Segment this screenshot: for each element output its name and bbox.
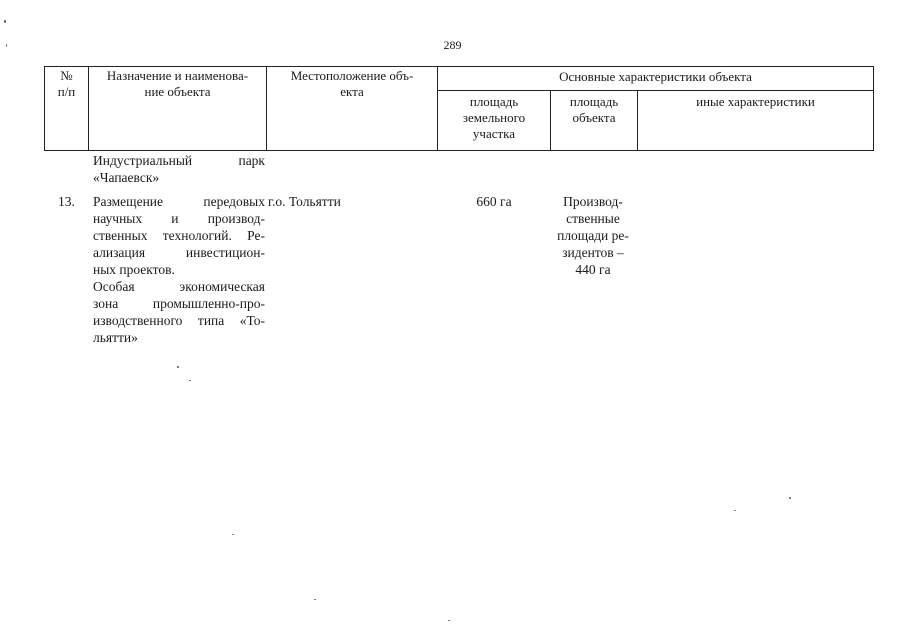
header-sub-object-area [551,94,637,126]
page-number: 289 [443,38,462,52]
table-header [44,66,874,150]
header-col-name-line2: ние объекта [144,84,211,99]
row-13-name-line: льятти» [93,330,138,345]
row-13-number: 13. [58,194,75,209]
scan-speck [6,44,7,47]
row-13-name-line: ственных технологий. Ре- [93,228,265,243]
scan-speck [177,366,179,368]
continuation-line2: «Чапаевск» [93,170,160,185]
row-13-land-area: 660 га [476,194,512,209]
header-sub-other: иные характеристики [696,94,815,109]
scan-speck [314,599,316,600]
row-13-object-area-line: 440 га [575,262,611,277]
header-col-name [89,68,266,100]
header-sub-object-area-line2: объекта [572,110,616,125]
scan-speck [734,510,736,511]
header-col-name-line1: Назначение и наименова- [106,68,249,83]
row-13-location: г.о. Тольятти [268,194,341,209]
header-top-border [44,66,874,67]
continuation-word-left: Индустриальный [93,153,193,168]
header-col-number-line2: п/п [57,84,76,99]
scan-speck [4,20,6,23]
row-13-name-line: Особая экономическая [93,279,265,294]
header-col-number-line1: № [60,68,73,83]
scan-speck [448,620,450,621]
row-13-name [93,193,265,346]
header-col-location-line2: екта [340,84,364,99]
scan-speck [189,380,191,381]
row-13-object-area-line: площади ре- [557,228,629,243]
continuation-word-right: парк [238,153,265,168]
scan-speck [232,534,234,535]
continuation-line1 [93,152,265,169]
row-13-name-line: ных проектов. [93,262,175,277]
header-sub-land-area-line2: земельного [462,110,526,125]
row-13-object-area-line: Производ- [563,194,623,209]
row-13-name-line: зона промышленно-про- [93,296,265,311]
header-right-border [873,66,874,151]
header-sub-object-area-line1: площадь [569,94,619,109]
header-sub-land-area [438,94,550,142]
header-bottom-border [44,150,874,151]
row-13-name-line: научных и производ- [93,211,265,226]
row-13-object-area [548,193,638,278]
row-13-object-area-line: зидентов – [562,245,624,260]
header-col-location-line1: Местоположение объ- [290,68,414,83]
continuation-text [93,152,265,186]
header-sub-land-area-line1: площадь [469,94,519,109]
header-col-number [45,68,88,100]
header-col-location [267,68,437,100]
header-sub-land-area-line3: участка [472,126,516,141]
header-sub-border [437,90,874,91]
header-col-main: Основные характеристики объекта [559,69,752,84]
row-13-name-line: Размещение передовых [93,194,265,209]
row-13-object-area-line: ственные [566,211,620,226]
scan-speck [789,497,791,499]
row-13-name-line: изводственного типа «То- [93,313,265,328]
row-13-name-line: ализация инвестицион- [93,245,265,260]
